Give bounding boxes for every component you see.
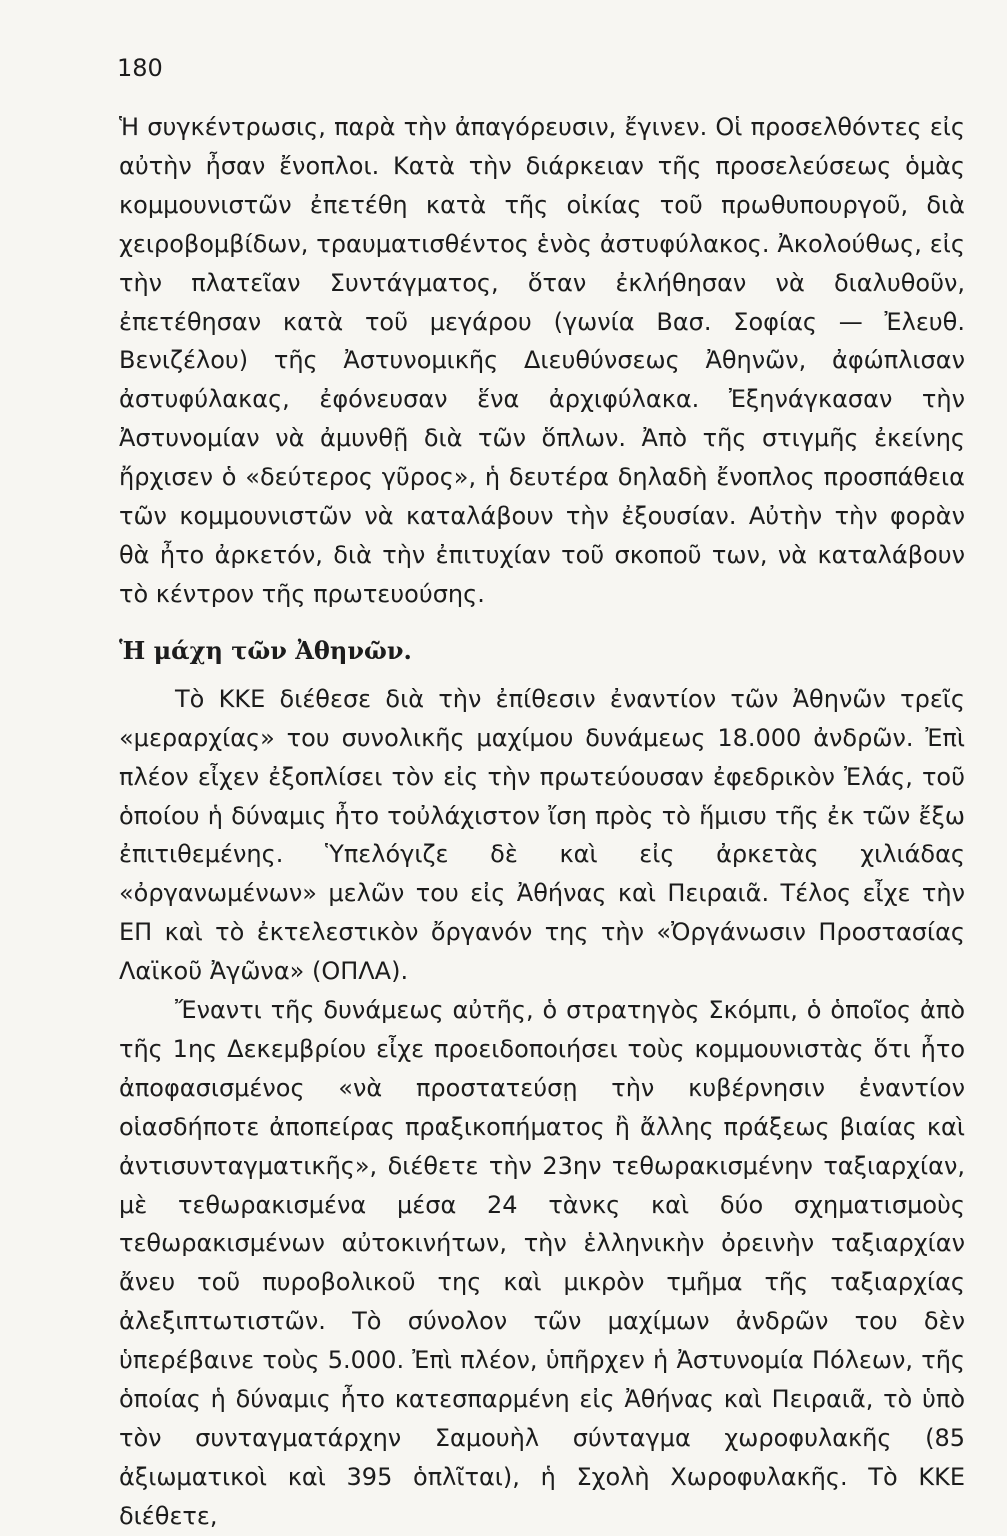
paragraph: Ἡ συγκέντρωσις, παρὰ τὴν ἀπαγόρευσιν, ἔγινεν. Οἱ προσελθόντες εἰς αὐτὴν ἦσαν ἔνοπλοι. Κατὰ τὴν διάρκειαν τῆς προσελεύσεως ὁμὰς κομμουνιστῶν ἐπετέθη κατὰ τῆς οἰκίας τοῦ πρωθυπουργοῦ, διὰ χειροβομβίδων, τραυματισθέντος ἑνὸς ἀστυφύλακος. Ἀκολούθως, εἰς τὴν πλατεῖαν Συντάγματος, ὅταν ἐκλήθησαν νὰ διαλυθοῦν, ἐπετέθησαν κατὰ τοῦ μεγάρου (γωνία Βασ. Σοφίας — Ἐλευθ. Βενιζέλου) τῆς Ἀστυνομικῆς Διευθύνσεως Ἀθηνῶν, ἀφώπλισαν ἀστυφύλακας, ἐφόνευσαν ἕνα ἀρχιφύλακα. Ἐξηνάγκασαν τὴν Ἀστυνομίαν νὰ ἀμυνθῇ διὰ τῶν ὅπλων. Ἀπὸ τῆς στιγμῆς ἐκείνης ἤρχισεν ὁ «δεύτερος γῦρος», ἡ δευτέρα δηλαδὴ ἔνοπλος προσπάθεια τῶν κομμουνιστῶν νὰ καταλάβουν τὴν ἐξουσίαν. Αὐτὴν τὴν φορὰν θὰ ἦτο ἀρκετόν, διὰ τὴν ἐπιτυχίαν τοῦ σκοποῦ των, νὰ καταλάβουν τὸ κέντρον τῆς πρωτευούσης. [119,113,965,608]
body-text [119,108,965,1536]
paragraph: Τὸ ΚΚΕ διέθεσε διὰ τὴν ἐπίθεσιν ἐναντίον τῶν Ἀθηνῶν τρεῖς «μεραρχίας» του συνολικῆς μαχίμου δυνάμεως 18.000 ἀνδρῶν. Ἐπὶ πλέον εἶχεν ἐξοπλίσει τὸν εἰς τὴν πρωτεύουσαν ἐφεδρικὸν Ἐλάς, τοῦ ὁποίου ἡ δύναμις ἦτο τοὐλάχιστον ἴση πρὸς τὸ ἥμισυ τῆς ἐκ τῶν ἔξω ἐπιτιθεμένης. Ὑπελόγιζε δὲ καὶ εἰς ἀρκετὰς χιλιάδας «ὀργανωμένων» μελῶν του εἰς Ἀθήνας καὶ Πειραιᾶ. Τέλος εἶχε τὴν ΕΠ καὶ τὸ ἐκτελεστικὸν ὄργανόν της τὴν «Ὀργάνωσιν Προστασίας Λαϊκοῦ Ἀγῶνα» (ΟΠΛΑ). [119,684,965,986]
section-heading: Ἡ μάχη τῶν Ἀθηνῶν. [119,635,412,665]
paragraph: Ἔναντι τῆς δυνάμεως αὐτῆς, ὁ στρατηγὸς Σκόμπι, ὁ ὁποῖος ἀπὸ τῆς 1ης Δεκεμβρίου εἶχε προειδοποιήσει τοὺς κομμουνιστὰς ὅτι ἦτο ἀποφασισμένος «νὰ προστατεύσῃ τὴν κυβέρνησιν ἐναντίον οἱασδήποτε ἀποπείρας πραξικοπήματος ἢ ἄλλης πράξεως βιαίας καὶ ἀντισυνταγματικῆς», διέθετε τὴν 23ην τεθωρακισμένην ταξιαρχίαν, μὲ τεθωρακισμένα μέσα 24 τὰνκς καὶ δύο σχηματισμοὺς τεθωρακισμένων αὐτοκινήτων, τὴν ἑλληνικὴν ὀρεινὴν ταξιαρχίαν ἄνευ τοῦ πυροβολικοῦ της καὶ μικρὸν τμῆμα τῆς ταξιαρχίας ἀλεξιπτωτιστῶν. Τὸ σύνολον τῶν μαχίμων ἀνδρῶν του δὲν ὑπερέβαινε τοὺς 5.000. Ἐπὶ πλέον, ὑπῆρχεν ἡ Ἀστυνομία Πόλεων, τῆς ὁποίας ἡ δύναμις ἦτο κατεσπαρμένη εἰς Ἀθήνας καὶ Πειραιᾶ, τὸ ὑπὸ τὸν συνταγματάρχην Σαμουὴλ σύνταγμα χωροφυλακῆς (85 ἀξιωματικοὶ καὶ 395 ὁπλῖται), ἡ Σχολὴ Χωροφυλακῆς. Τὸ ΚΚΕ διέθετε, [119,996,965,1530]
page-number: 180 [117,54,163,82]
